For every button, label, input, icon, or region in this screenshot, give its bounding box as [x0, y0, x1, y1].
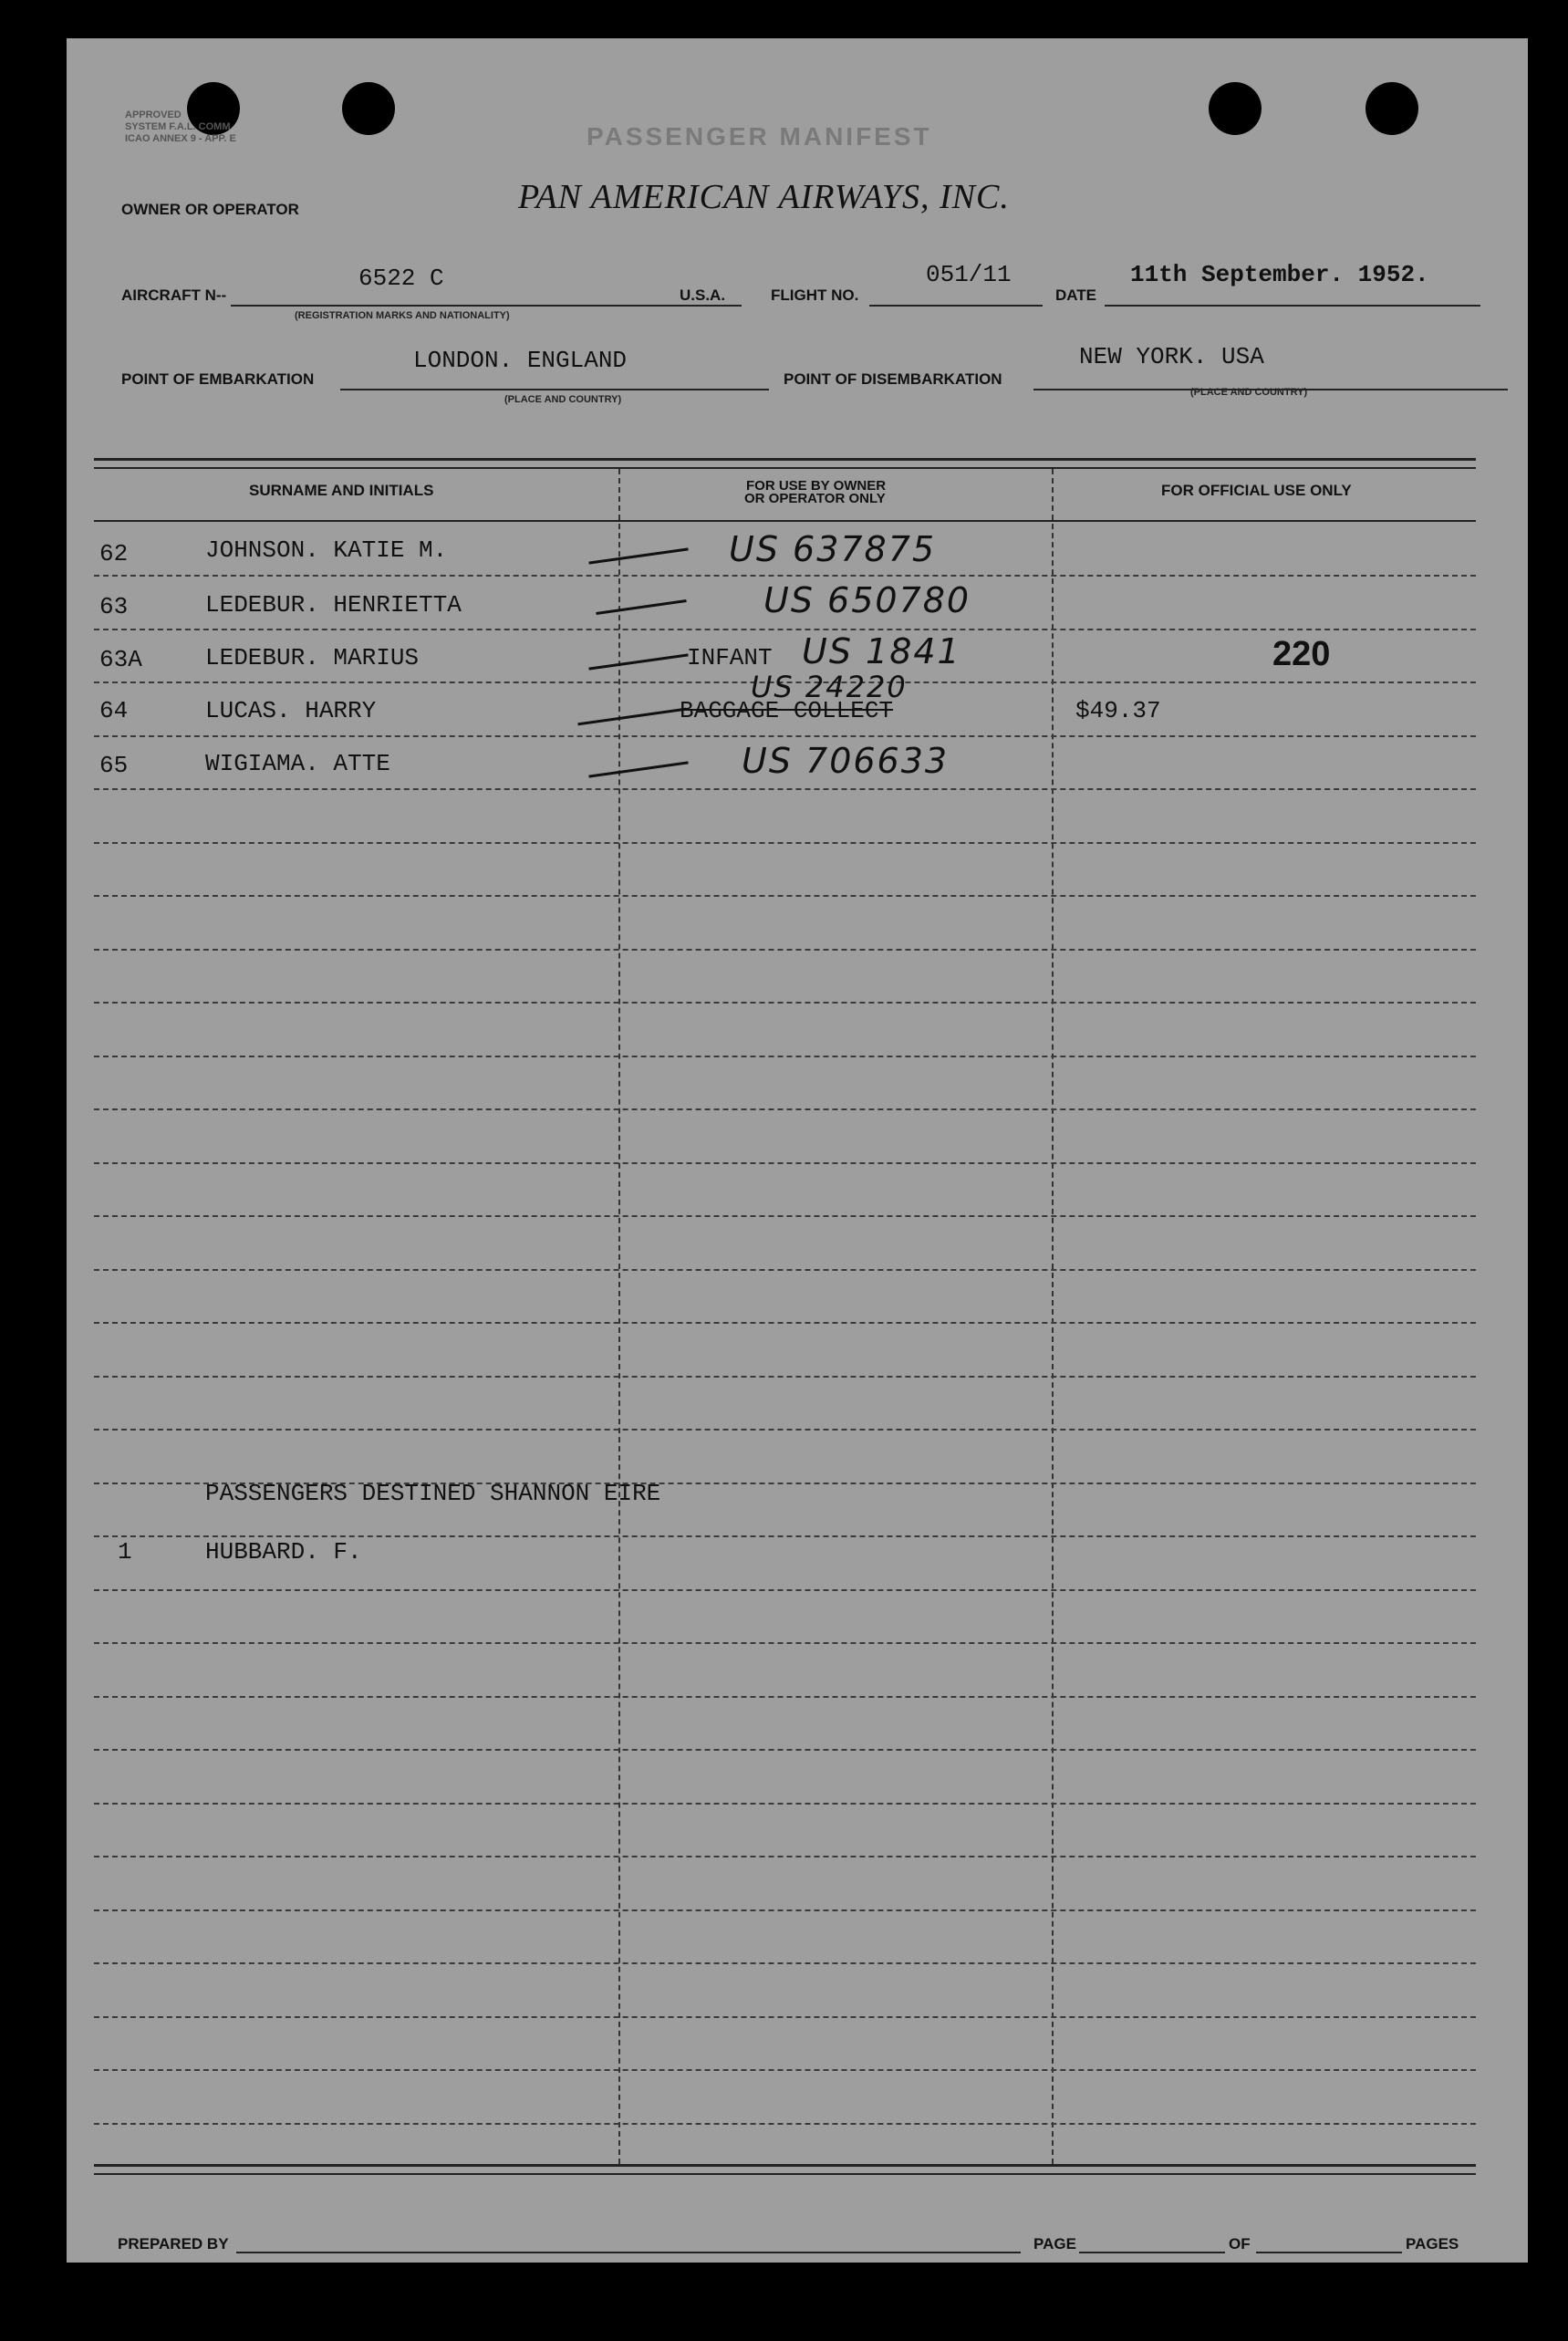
passenger-number: 63A [99, 646, 142, 673]
flight-label: FLIGHT NO. [771, 286, 859, 304]
col-owner-header-1: FOR USE BY OWNER [746, 478, 887, 494]
row-line [94, 2069, 1476, 2071]
page-label: PAGE [1033, 2235, 1076, 2253]
handwritten-passport: US 637875 [729, 529, 937, 569]
aircraft-label: AIRCRAFT N-- [121, 286, 227, 304]
typed-note: BAGGAGE COLLECT [680, 697, 894, 724]
disembark-label: POINT OF DISEMBARKATION [784, 370, 1002, 388]
official-fee: $49.37 [1075, 697, 1161, 724]
typed-note: INFANT [687, 644, 773, 671]
approval-line: ICAO ANNEX 9 - APP. E [125, 133, 236, 144]
row-line [94, 575, 1476, 577]
passenger-name: HUBBARD. F. [205, 1538, 362, 1566]
row-line [94, 1856, 1476, 1857]
handwritten-passport: US 24220 [751, 670, 908, 704]
row-line [94, 1056, 1476, 1057]
row-line [94, 2123, 1476, 2125]
row-line [94, 895, 1476, 897]
owner-label: OWNER OR OPERATOR [121, 201, 299, 218]
approval-text [125, 109, 236, 145]
punch-hole [342, 82, 395, 135]
passenger-number: 64 [99, 697, 129, 724]
handwritten-passport: US 1841 [802, 631, 961, 671]
row-line [94, 1535, 1476, 1537]
passenger-number: 63 [99, 593, 129, 620]
manifest-sheet [67, 38, 1528, 2263]
passenger-name: LEDEBUR. HENRIETTA [205, 591, 462, 619]
passenger-name: LEDEBUR. MARIUS [205, 644, 420, 671]
operator-name: PAN AMERICAN AIRWAYS, INC. [518, 178, 1010, 216]
form-title: PASSENGER MANIFEST [587, 122, 932, 151]
aircraft-caption: (REGISTRATION MARKS AND NATIONALITY) [295, 310, 510, 321]
row-line [94, 788, 1476, 790]
row-line [94, 1429, 1476, 1431]
approval-line: APPROVED [125, 109, 182, 120]
prepared-label: PREPARED BY [118, 2235, 229, 2253]
row-line [94, 1322, 1476, 1324]
passenger-name: LUCAS. HARRY [205, 697, 377, 724]
passenger-number: 65 [99, 752, 129, 779]
embark-label: POINT OF EMBARKATION [121, 370, 315, 388]
handwritten-passport: US 706633 [742, 741, 950, 781]
punch-hole [1209, 82, 1262, 135]
date-label: DATE [1055, 286, 1097, 304]
row-line [94, 629, 1476, 630]
row-line [94, 1642, 1476, 1644]
col-official-header: FOR OFFICIAL USE ONLY [1161, 482, 1352, 499]
row-line [94, 735, 1476, 737]
embark-caption: (PLACE AND COUNTRY) [504, 394, 622, 405]
row-line [94, 1376, 1476, 1378]
row-line [94, 1108, 1476, 1110]
row-line [94, 1215, 1476, 1217]
pages-label: PAGES [1406, 2235, 1459, 2253]
row-line [94, 1696, 1476, 1698]
of-label: OF [1229, 2235, 1251, 2253]
passenger-number: 1 [118, 1538, 132, 1566]
row-line [94, 949, 1476, 951]
row-line [94, 1962, 1476, 1964]
row-line [94, 2016, 1476, 2018]
usa-label: U.S.A. [680, 286, 726, 304]
disembark-caption: (PLACE AND COUNTRY) [1190, 387, 1308, 398]
col-owner-header-2: OR OPERATOR ONLY [744, 491, 886, 506]
row-line [94, 1749, 1476, 1751]
passenger-name: JOHNSON. KATIE M. [205, 536, 448, 564]
col-surname-header: SURNAME AND INITIALS [249, 482, 434, 499]
official-hand-note: 220 [1272, 635, 1331, 673]
aircraft-value: 6522 C [358, 265, 444, 292]
handwritten-passport: US 650780 [763, 580, 971, 620]
row-line [94, 1803, 1476, 1805]
row-line [94, 1909, 1476, 1911]
row-line [94, 1589, 1476, 1591]
row-line [94, 842, 1476, 844]
approval-line: SYSTEM F.A.L. COMM [125, 121, 231, 132]
date-value: 11th September. 1952. [1130, 261, 1429, 288]
punch-hole [1366, 82, 1418, 135]
row-line [94, 1269, 1476, 1271]
passenger-name: WIGIAMA. ATTE [205, 750, 390, 777]
section-heading: PASSENGERS DESTINED SHANNON EIRE [205, 1480, 661, 1507]
embark-value: LONDON. ENGLAND [413, 347, 628, 374]
passenger-number: 62 [99, 540, 129, 567]
disembark-value: NEW YORK. USA [1079, 343, 1264, 370]
flight-value: 051/11 [926, 261, 1012, 288]
row-line [94, 1162, 1476, 1164]
row-line [94, 1002, 1476, 1004]
